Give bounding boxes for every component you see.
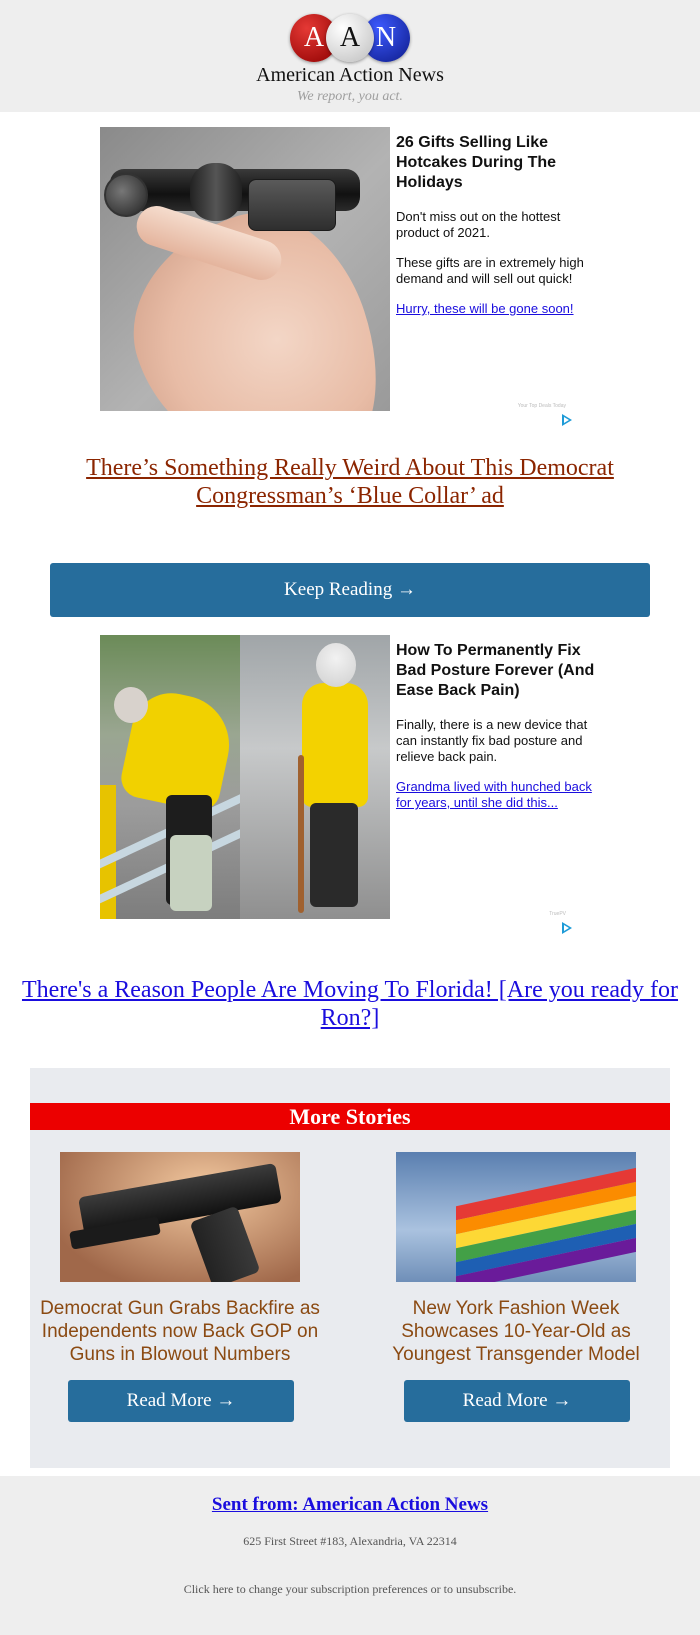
logo-circle-blue: N [362, 14, 410, 62]
ad-block-posture[interactable] [100, 635, 600, 935]
more-stories-section [30, 1068, 670, 1468]
ad-paragraph: Finally, there is a new device that can instantly fix bad posture and relieve back pain. [396, 717, 588, 764]
ad-text [396, 133, 596, 317]
story-card [30, 1152, 330, 1366]
ad-paragraph: Don't miss out on the hottest product of 2021. [396, 209, 561, 240]
sent-from-link[interactable]: Sent from: American Action News [211, 1494, 489, 1515]
ad-block-gifts[interactable] [100, 127, 600, 427]
ad-sponsor: Your Top Deals Today [517, 403, 566, 409]
keep-reading-button[interactable]: Keep Reading → [50, 563, 650, 617]
story-title[interactable]: Democrat Gun Grabs Backfire as Independents now Back GOP on Guns in Blowout Numbers [40, 1298, 320, 1365]
adchoices-icon[interactable] [562, 922, 572, 934]
email-footer [0, 1476, 700, 1635]
logo-circle-white: A [326, 14, 374, 62]
more-stories-title: More Stories [30, 1103, 670, 1130]
ad-sponsor: TruePV [549, 911, 566, 917]
story-image-flag[interactable] [396, 1152, 636, 1282]
story-title[interactable]: New York Fashion Week Showcases 10-Year-Old as Youngest Transgender Model [392, 1298, 640, 1365]
ad-image-posture[interactable] [100, 635, 390, 919]
ad-paragraph: These gifts are in extremely high demand and will sell out quick! [396, 255, 584, 286]
ad-title[interactable]: 26 Gifts Selling Like Hotcakes During The Holidays [396, 134, 557, 191]
site-logo[interactable] [290, 14, 412, 64]
story-card [366, 1152, 666, 1366]
unsubscribe-link[interactable]: Click here to change your subscription preferences or to unsubscribe. [183, 1582, 517, 1596]
article-headline[interactable]: There’s Something Really Weird About This Democrat Congressman’s ‘Blue Collar’ ad [86, 455, 614, 509]
mailing-address: 625 First Street #183, Alexandria, VA 22314 [243, 1534, 457, 1548]
story-image-gun[interactable] [60, 1152, 300, 1282]
read-more-button[interactable]: Read More → [68, 1380, 294, 1422]
read-more-button[interactable]: Read More → [404, 1380, 630, 1422]
ad-title[interactable]: How To Permanently Fix Bad Posture Forever (And Ease Back Pain) [396, 642, 595, 699]
promo-link[interactable]: There's a Reason People Are Moving To Florida! [Are you ready for Ron?] [21, 977, 679, 1031]
email-header [0, 0, 700, 112]
ad-link[interactable]: Grandma lived with hunched back for years, until she did this... [396, 779, 592, 810]
adchoices-icon[interactable] [562, 414, 572, 426]
ad-text [396, 641, 596, 811]
site-tagline: We report, you act. [297, 89, 403, 104]
logo-circle-red: A [290, 14, 338, 62]
site-name: American Action News [256, 64, 444, 86]
ad-link[interactable]: Hurry, these will be gone soon! [396, 301, 574, 316]
ad-image-tripod[interactable] [100, 127, 390, 411]
